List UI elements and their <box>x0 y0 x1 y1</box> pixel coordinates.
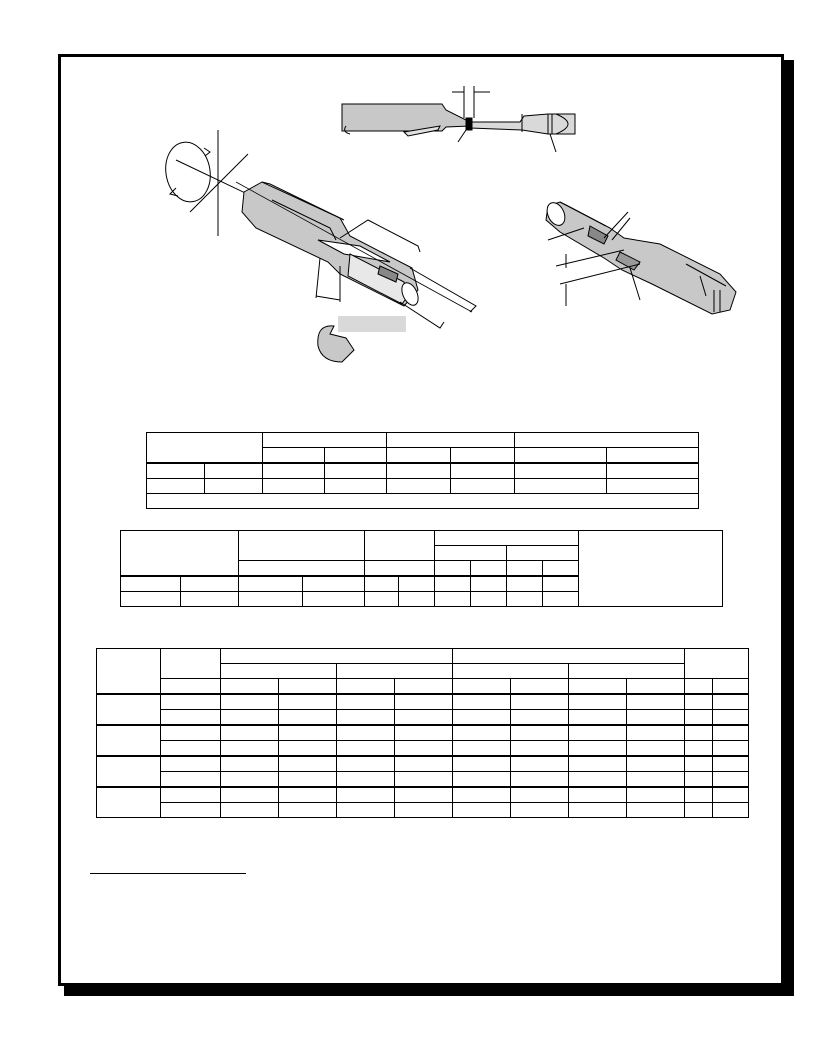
table-cell <box>607 448 699 464</box>
table-cell <box>579 531 723 607</box>
table-cell <box>569 756 627 772</box>
table-cell <box>569 787 627 803</box>
table-row <box>147 494 699 509</box>
table-cell <box>569 803 627 818</box>
table-cell <box>221 741 279 757</box>
table-cell <box>395 756 453 772</box>
table-cell <box>569 710 627 726</box>
table-cell <box>511 741 569 757</box>
table-cell <box>713 710 749 726</box>
table-cell <box>627 725 685 741</box>
table-cell <box>325 479 387 494</box>
table-cell <box>97 725 161 756</box>
table-cell <box>507 576 543 592</box>
table-cell <box>511 803 569 818</box>
table-cell <box>221 710 279 726</box>
table-cell <box>279 772 337 788</box>
table-cell <box>685 787 713 803</box>
table-cell <box>161 756 221 772</box>
table-cell <box>303 576 365 592</box>
table-cell <box>627 772 685 788</box>
table-cell <box>303 592 365 607</box>
table-cell <box>221 725 279 741</box>
table-cell <box>239 576 303 592</box>
table-cell <box>279 787 337 803</box>
table-cell <box>627 803 685 818</box>
table-cell <box>453 649 685 664</box>
table-cell <box>365 561 435 577</box>
table-cell <box>205 463 263 479</box>
table-cell <box>161 787 221 803</box>
table-cell <box>453 710 511 726</box>
table-cell <box>395 679 453 695</box>
table-cell <box>337 664 453 679</box>
table-cell <box>97 756 161 787</box>
table-cell <box>627 741 685 757</box>
table-cell <box>279 803 337 818</box>
table-cell <box>515 479 607 494</box>
table-cell <box>147 494 699 509</box>
table-cell <box>453 803 511 818</box>
table-cell <box>515 463 607 479</box>
contact-side-view <box>342 86 575 152</box>
table-cell <box>713 725 749 741</box>
table-row <box>97 803 749 818</box>
table-cell <box>399 592 435 607</box>
table-cell <box>161 772 221 788</box>
table-cell <box>453 694 511 710</box>
table-cell <box>435 546 507 561</box>
table-cell <box>607 479 699 494</box>
table-cell <box>569 741 627 757</box>
table-cell <box>451 463 515 479</box>
table-row <box>147 463 699 479</box>
table-cell <box>161 649 221 679</box>
table-cell <box>569 679 627 695</box>
table-cell <box>395 787 453 803</box>
table-cell <box>337 803 395 818</box>
table-cell <box>395 725 453 741</box>
table-cell <box>337 787 395 803</box>
table-cell <box>337 679 395 695</box>
table-cell <box>435 561 471 577</box>
table-cell <box>239 531 365 561</box>
table-cell <box>435 592 471 607</box>
table-cell <box>685 679 713 695</box>
table-cell <box>511 772 569 788</box>
table-row <box>147 433 699 448</box>
table-cell <box>471 561 507 577</box>
table-cell <box>685 741 713 757</box>
table-cell <box>221 803 279 818</box>
table-cell <box>181 592 239 607</box>
table-cell <box>453 664 569 679</box>
table-cell <box>453 772 511 788</box>
table-cell <box>453 725 511 741</box>
table-cell <box>685 756 713 772</box>
table-cell <box>279 679 337 695</box>
table-cell <box>221 694 279 710</box>
table-cell <box>713 756 749 772</box>
table-cell <box>627 710 685 726</box>
table-row <box>97 772 749 788</box>
table-cell <box>365 576 399 592</box>
footnote-separator <box>90 873 246 874</box>
table-cell <box>471 576 507 592</box>
table-cell <box>713 772 749 788</box>
table-cell <box>515 433 699 448</box>
table-row <box>147 479 699 494</box>
table-cell <box>121 592 181 607</box>
table-cell <box>121 531 239 577</box>
table-cell <box>325 463 387 479</box>
rotation-axis-symbol <box>161 130 260 236</box>
table-cell <box>279 710 337 726</box>
table-row <box>97 787 749 803</box>
table-cell <box>507 561 543 577</box>
table-cell <box>607 463 699 479</box>
table-cell <box>543 592 579 607</box>
table-cell <box>97 787 161 818</box>
table-cell <box>713 741 749 757</box>
table-cell <box>221 679 279 695</box>
table-cell <box>569 772 627 788</box>
table-cell <box>395 741 453 757</box>
table-cell <box>713 803 749 818</box>
table-row <box>97 694 749 710</box>
table-cell <box>511 694 569 710</box>
table-cell <box>337 694 395 710</box>
table-row <box>97 679 749 695</box>
table-cell <box>205 479 263 494</box>
table-cell <box>471 592 507 607</box>
table-cell <box>569 694 627 710</box>
table-cell <box>221 649 453 664</box>
table-cell <box>365 531 435 561</box>
contact-isometric-view <box>236 182 476 328</box>
table-cell <box>221 787 279 803</box>
table-cell <box>97 694 161 725</box>
table-cell <box>161 741 221 757</box>
table-cell <box>511 756 569 772</box>
table-cell <box>337 756 395 772</box>
table-cell <box>685 772 713 788</box>
table-cell <box>685 725 713 741</box>
table-cell <box>685 803 713 818</box>
table-cell <box>337 725 395 741</box>
table-row <box>97 741 749 757</box>
table-cell <box>279 725 337 741</box>
table-cell <box>511 725 569 741</box>
table-cell <box>435 576 471 592</box>
table-cell <box>387 433 515 448</box>
table-cell <box>453 787 511 803</box>
table-cell <box>263 463 325 479</box>
table-cell <box>221 664 337 679</box>
table-cell <box>161 710 221 726</box>
table-cell <box>453 756 511 772</box>
table-cell <box>569 725 627 741</box>
table-cell <box>337 710 395 726</box>
table-cell <box>279 694 337 710</box>
table-cell <box>511 787 569 803</box>
table-cell <box>395 772 453 788</box>
table-cell <box>685 710 713 726</box>
table-cell <box>543 561 579 577</box>
table-cell <box>161 725 221 741</box>
table-1 <box>146 432 699 509</box>
table-3 <box>96 648 749 818</box>
table-cell <box>453 741 511 757</box>
table-cell <box>239 561 365 577</box>
table-cell <box>387 448 451 464</box>
table-cell <box>279 741 337 757</box>
table-cell <box>511 679 569 695</box>
callout-label-box <box>338 316 406 332</box>
table-cell <box>507 592 543 607</box>
table-cell <box>147 479 205 494</box>
table-cell <box>365 592 399 607</box>
table-cell <box>713 787 749 803</box>
table-cell <box>515 448 607 464</box>
table-cell <box>395 803 453 818</box>
table-cell <box>263 448 325 464</box>
table-cell <box>511 710 569 726</box>
table-cell <box>181 576 239 592</box>
table-cell <box>543 576 579 592</box>
table-cell <box>147 463 205 479</box>
table-cell <box>121 576 181 592</box>
table-cell <box>507 546 579 561</box>
table-cell <box>221 772 279 788</box>
contact-right-view <box>544 200 736 314</box>
table-cell <box>451 479 515 494</box>
table-cell <box>435 531 579 546</box>
table-cell <box>627 787 685 803</box>
table-cell <box>161 803 221 818</box>
table-cell <box>239 592 303 607</box>
table-cell <box>627 679 685 695</box>
table-cell <box>569 664 685 679</box>
table-cell <box>387 479 451 494</box>
table-cell <box>713 694 749 710</box>
table-cell <box>451 448 515 464</box>
table-cell <box>325 448 387 464</box>
table-cell <box>263 479 325 494</box>
table-row <box>97 710 749 726</box>
table-cell <box>147 433 263 464</box>
table-cell <box>453 679 511 695</box>
table-cell <box>263 433 387 448</box>
table-cell <box>685 694 713 710</box>
table-cell <box>221 756 279 772</box>
table-cell <box>685 649 749 679</box>
table-cell <box>713 679 749 695</box>
table-cell <box>161 679 221 695</box>
table-cell <box>627 756 685 772</box>
table-row <box>97 649 749 664</box>
table-row <box>121 531 723 546</box>
table-cell <box>279 756 337 772</box>
table-cell <box>161 694 221 710</box>
table-cell <box>337 772 395 788</box>
table-cell <box>337 741 395 757</box>
table-cell <box>399 576 435 592</box>
table-row <box>97 725 749 741</box>
table-cell <box>387 463 451 479</box>
table-cell <box>395 694 453 710</box>
table-cell <box>97 649 161 695</box>
table-cell <box>395 710 453 726</box>
table-cell <box>627 694 685 710</box>
table-2 <box>120 530 723 607</box>
table-row <box>97 756 749 772</box>
